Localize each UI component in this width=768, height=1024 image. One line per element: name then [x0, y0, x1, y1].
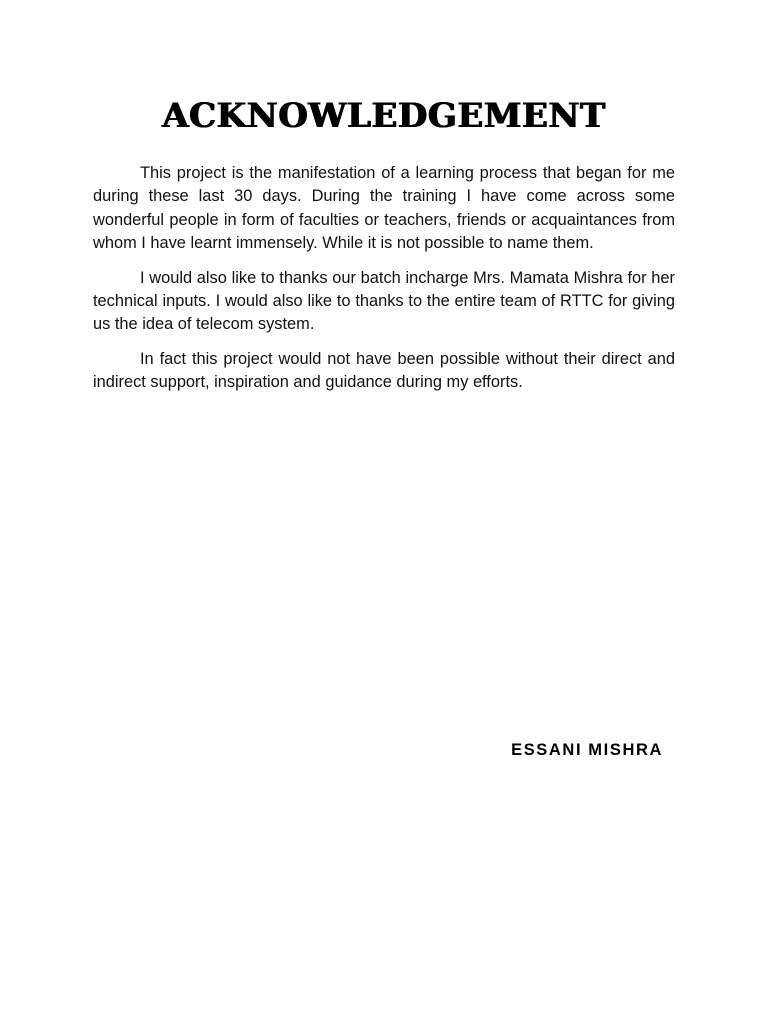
paragraph-1: This project is the manifestation of a learning process that began for me during these last 30 days. During the training I have come across some wonderful people in form of faculties or teachers, friends or acquaintances from whom I have learnt immensely. While it is not possible to name them.	[93, 164, 675, 253]
body-text	[93, 162, 675, 406]
signature-name: ESSANI MISHRA	[511, 741, 663, 759]
paragraph-2: I would also like to thanks our batch incharge Mrs. Mamata Mishra for her technical inputs. I would also like to thanks to the entire team of RTTC for giving us the idea of telecom system.	[93, 268, 675, 334]
paragraph-3: In fact this project would not have been possible without their direct and indirect support, inspiration and guidance during my efforts.	[93, 349, 675, 392]
page-title: ACKNOWLEDGEMENT	[162, 96, 606, 136]
